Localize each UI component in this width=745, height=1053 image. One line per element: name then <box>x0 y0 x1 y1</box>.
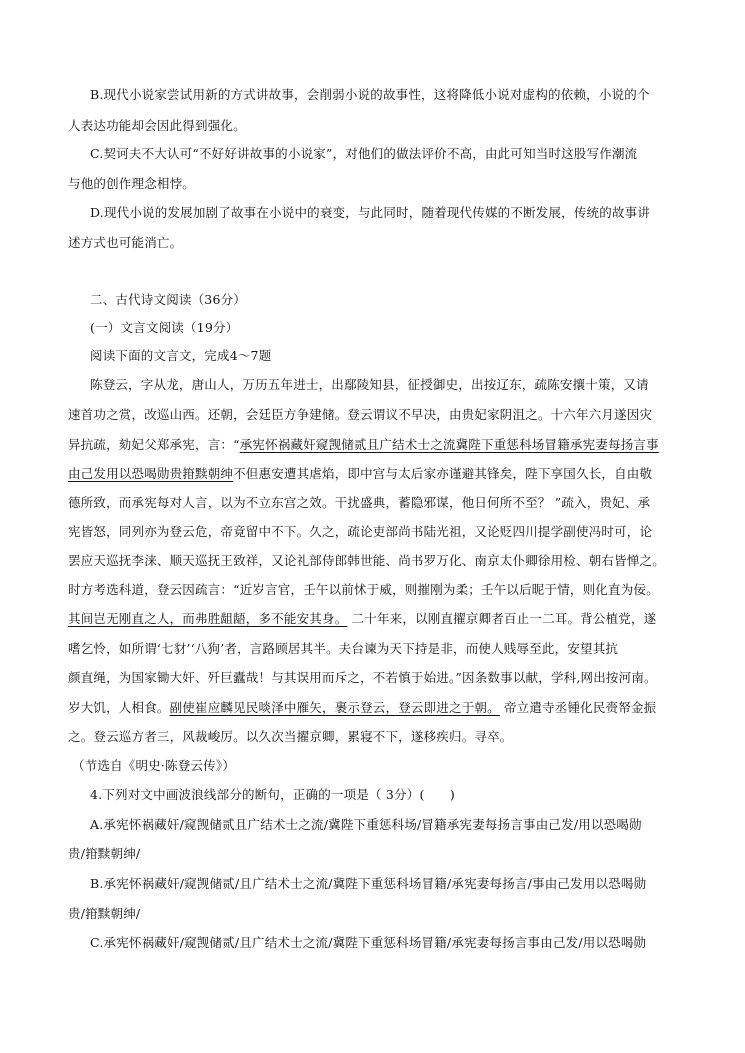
passage-line <box>68 611 688 627</box>
wavy-underlined-text: 由己发用以恐喝勋贵箝黩朝绅 <box>68 466 234 481</box>
choice-b-line-1: B.承宪怀祸藏奸/窥觊储贰/且广结术士之流/冀陛下重惩科场冒籍/承宪妻每扬言/事由己发用以恐喝勋 <box>90 876 647 891</box>
passage-line: 德所致，而承宪每对人言，以为不立东宫之效。干扰盛典，蓄隐邪谋，他日何所不至？ ”疏入，贵妃、承 <box>68 495 651 510</box>
passage-line: 颜直绳，为国家锄大奸、歼巨蠹哉！与其误用而斥之，不若慎于始进。”因条数事以献，学科,网出按河南。 <box>68 670 657 685</box>
choice-a-line-2: 贵/箝黩朝绅/ <box>68 846 141 861</box>
passage-line <box>68 466 688 482</box>
passage-line <box>68 700 688 716</box>
option-c-line-1: C.契诃夫不大认可“不好好讲故事的小说家”，对他们的做法评价不高，由此可知当时这股写作潮流 <box>90 146 638 161</box>
section-heading: 二、古代诗文阅读（36分） <box>90 292 247 307</box>
underlined-sentence: 其间岂无刚直之人，而弗胜龃龉，多不能安其身。 <box>68 611 348 626</box>
option-c-line-2: 与他的创作理念相悖。 <box>68 176 196 191</box>
passage-text: 不但惠安遭其虐焰，即中宫与太后家亦谨避其锋矣，陛下享国久长，自由敬 <box>233 466 653 481</box>
instruction: 阅读下面的文言文，完成4～7题 <box>90 348 272 363</box>
passage-text: 岁大饥，人相食。 <box>68 700 170 715</box>
wavy-underlined-text: 承宪怀祸藏奸窥觊储贰且广结术士之流冀陛下重惩科场冒籍承宪妻每扬言事 <box>239 437 659 452</box>
passage-line <box>68 437 688 453</box>
choice-c-line-1: C.承宪怀祸藏奸/窥觊储贰/且广结术士之流/冀陛下重惩科场冒籍/承宪妻每扬言事由己发/用以恐喝勋 <box>90 935 647 950</box>
option-d-line-2: 述方式也可能消亡。 <box>68 235 183 250</box>
question-stem: 4.下列对文中画波浪线部分的断句，正确的一项是（ 3分）( ) <box>90 787 456 802</box>
passage-text: 二十年来，以刚直擢京卿者百止一二耳。背公植党，遂 <box>347 611 657 626</box>
passage-line: 罢应天巡抚李涞、顺天巡抚王致祥，又论礼部侍郎韩世能、尚书罗万化、南京太仆卿徐用检、朝右皆惮之。 <box>68 553 665 568</box>
section-subheading: (一）文言文阅读（19分） <box>90 320 239 335</box>
passage-line: 时方考选科道，登云因疏言：“近岁言官，壬午以前怵于威，则摧刚为柔；壬午以后昵于情，则化直为佞。 <box>68 582 659 597</box>
passage-text: 异抗疏，劾妃父郑承宪，言：“ <box>68 437 240 452</box>
passage-line: 之。登云巡方者三，风裁峻厉。以久次当擢京卿，累寝不下，遂移疾归。寻卒。 <box>68 729 513 744</box>
option-b-line-1: B.现代小说家尝试用新的方式讲故事，会削弱小说的故事性，这将降低小说对虚构的依赖，小说的个 <box>90 87 650 102</box>
passage-line: 宪皆怒，同列亦为登云危，帝竟留中不下。久之，疏论吏部尚书陆光祖，又论贬四川提学副使冯时可，论 <box>68 524 653 539</box>
passage-line: 嗜乞怜，如所谓‘七豺’‘八狗’者，言路顾居其半。夫台谏为天下持是非，而使人贱辱至此，安望其抗 <box>68 641 619 656</box>
passage-line: 速首功之赏，改巡山西。还朝，会廷臣方争建储。登云谓议不早决，由贵妃家阴沮之。十六年六月遂因灾 <box>68 407 653 422</box>
choice-a-line-1: A.承宪怀祸藏奸/窥觊储贰且广结术士之流/冀陛下重惩科场/冒籍承宪妻每扬言事由己发/用以恐喝勋 <box>90 817 642 832</box>
option-d-line-1: D.现代小说的发展加剧了故事在小说中的衰变，与此同时，随着现代传媒的不断发展，传统的故事讲 <box>90 205 651 220</box>
underlined-sentence: 副使崔应麟见民啖泽中雁矢，裹示登云，登云即进之于朝。 <box>169 700 500 715</box>
choice-b-line-2: 贵/箝黩朝绅/ <box>68 906 141 921</box>
option-b-line-2: 人表达功能却会因此得到强化。 <box>68 118 246 133</box>
passage-line: 陈登云，字从龙，唐山人，万历五年进士，出鄢陵知县，征授御史，出按辽东，疏陈安攘十策，又请 <box>90 377 649 392</box>
passage-source: （节选自《明史·陈登云传》） <box>72 758 236 773</box>
passage-text: 帝立遣寺丞锺化民赍帑金振 <box>499 700 657 715</box>
